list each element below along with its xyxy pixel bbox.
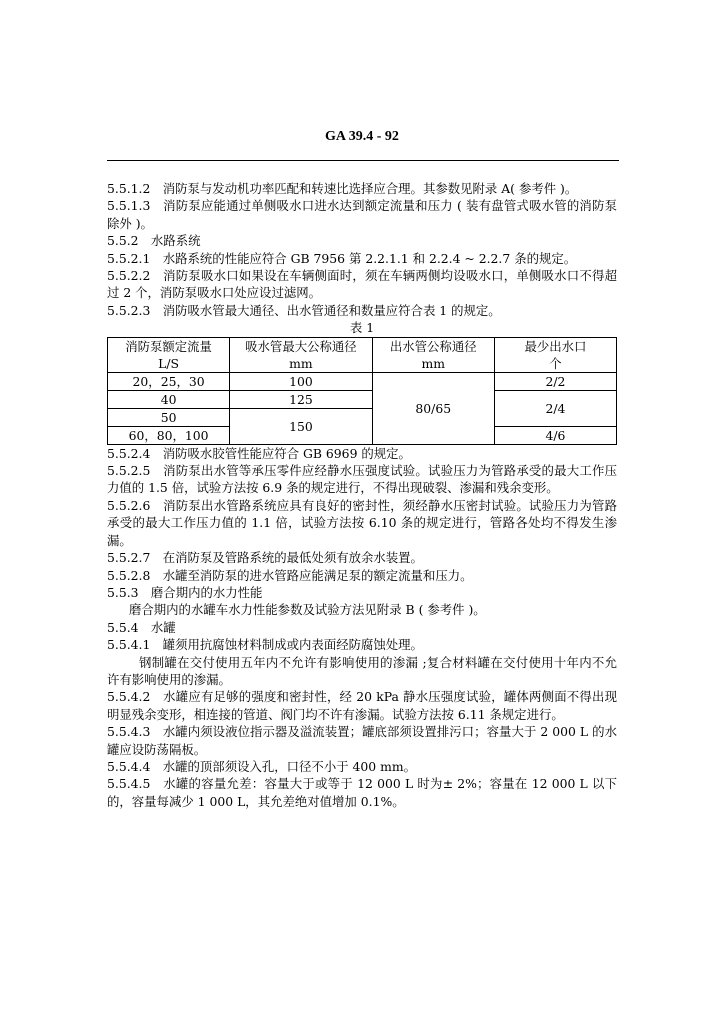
cell-flow: 60，80，100 bbox=[108, 426, 230, 444]
clause-5-5-2-1: 5.5.2.1 水路系统的性能应符合 GB 7956 第 2.2.1.1 和 2.2.4 ~ 2.2.7 条的规定。 bbox=[107, 250, 577, 266]
clause-5-5-3-body: 磨合期内的水罐车水力性能参数及试验方法见附录 B ( 参考件 )。 bbox=[129, 602, 486, 618]
clause-5-5-2-4: 5.5.2.4 消防吸水胶管性能应符合 GB 6969 的规定。 bbox=[107, 445, 411, 461]
header-suction: 吸水管最大公称通径 mm bbox=[230, 337, 373, 372]
cell-flow: 20，25，30 bbox=[108, 372, 230, 390]
table-row bbox=[108, 372, 617, 390]
clause-5-5-4: 5.5.4 水罐 bbox=[107, 619, 176, 635]
clause-5-5-4-1-body: 钢制罐在交付使用五年内不允许有影响使用的渗漏 ;复合材料罐在交付使用十年内不允许有影响使用的渗漏。 bbox=[107, 654, 617, 687]
cell-flow: 50 bbox=[108, 408, 230, 426]
cell-discharge: 80/65 bbox=[372, 372, 494, 444]
document-code-header: GA 39.4 - 92 bbox=[325, 129, 399, 144]
cell-suction: 150 bbox=[230, 408, 373, 444]
cell-suction: 100 bbox=[230, 372, 373, 390]
clause-5-5-2: 5.5.2 水路系统 bbox=[107, 233, 201, 249]
cell-suction: 125 bbox=[230, 390, 373, 408]
cell-outlets: 4/6 bbox=[494, 426, 616, 444]
clause-5-5-2-2: 5.5.2.2 消防泵吸水口如果设在车辆侧面时，须在车辆两侧均设吸水口，单侧吸水口不得超过 2 个，消防泵吸水口处应设过滤网。 bbox=[107, 268, 617, 301]
clause-5-5-4-3: 5.5.4.3 水罐内须设液位指示器及溢流装置；罐底部须设置排污口；容量大于 2 000 L 的水罐应设防荡隔板。 bbox=[107, 724, 617, 757]
clause-5-5-4-1: 5.5.4.1 罐须用抗腐蚀材料制成或内表面经防腐蚀处理。 bbox=[107, 637, 423, 653]
table-header-row bbox=[108, 337, 617, 372]
clause-5-5-4-2: 5.5.4.2 水罐应有足够的强度和密封性，经 20 kPa 静水压强度试验，罐体两侧面不得出现明显残余变形，相连接的管道、阀门均不许有渗漏。试验方法按 6.11 条规定进行。 bbox=[107, 689, 617, 722]
spec-table bbox=[107, 337, 617, 445]
clause-5-5-2-5: 5.5.2.5 消防泵出水管等承压零件应经静水压强度试验。试验压力为管路承受的最大工作压力值的 1.5 倍，试验方法按 6.9 条的规定进行，不得出现破裂、渗漏和残余变形。 bbox=[107, 463, 617, 496]
table-row bbox=[108, 390, 617, 408]
clause-5-5-4-4: 5.5.4.4 水罐的顶部须设入孔，口径不小于 400 mm。 bbox=[107, 758, 417, 774]
header-rule bbox=[107, 160, 619, 161]
clause-5-5-3: 5.5.3 磨合期内的水力性能 bbox=[107, 584, 263, 600]
clause-5-5-2-8: 5.5.2.8 水罐至消防泵的进水管路应能满足泵的额定流量和压力。 bbox=[107, 567, 473, 583]
clause-5-5-1-2: 5.5.1.2 消防泵与发动机功率匹配和转速比选择应合理。其参数见附录 A( 参考件 )。 bbox=[107, 181, 578, 196]
cell-flow: 40 bbox=[108, 390, 230, 408]
clause-5-5-1-3: 5.5.1.3 消防泵应能通过单侧吸水口进水达到额定流量和压力 ( 装有盘管式吸水管的消防泵除外 )。 bbox=[107, 198, 617, 231]
cell-outlets: 2/2 bbox=[494, 372, 616, 390]
cell-outlets: 2/4 bbox=[494, 390, 616, 426]
clause-5-5-2-7: 5.5.2.7 在消防泵及管路系统的最低处须有放余水装置。 bbox=[107, 550, 423, 566]
clause-5-5-2-6: 5.5.2.6 消防泵出水管路系统应具有良好的密封性，须经静水压密封试验。试验压力为管路承受的最大工作压力值的 1.1 倍，试验方法按 6.10 条的规定进行，管路各处均不得发生渗漏。 bbox=[107, 497, 617, 548]
table-caption: 表 1 bbox=[349, 320, 375, 336]
header-discharge: 出水管公称通径 mm bbox=[372, 337, 494, 372]
clause-5-5-2-3: 5.5.2.3 消防吸水管最大通径、出水管通径和数量应符合表 1 的规定。 bbox=[107, 302, 501, 318]
clause-5-5-4-5: 5.5.4.5 水罐的容量允差：容量大于或等于 12 000 L 时为± 2%；容量在 12 000 L 以下的，容量每减少 1 000 L，其允差绝对值增加 0.1%。 bbox=[107, 776, 617, 809]
header-flow: 消防泵额定流量 L/S bbox=[108, 337, 230, 372]
document-body bbox=[107, 180, 617, 810]
header-outlets: 最少出水口 个 bbox=[494, 337, 616, 372]
